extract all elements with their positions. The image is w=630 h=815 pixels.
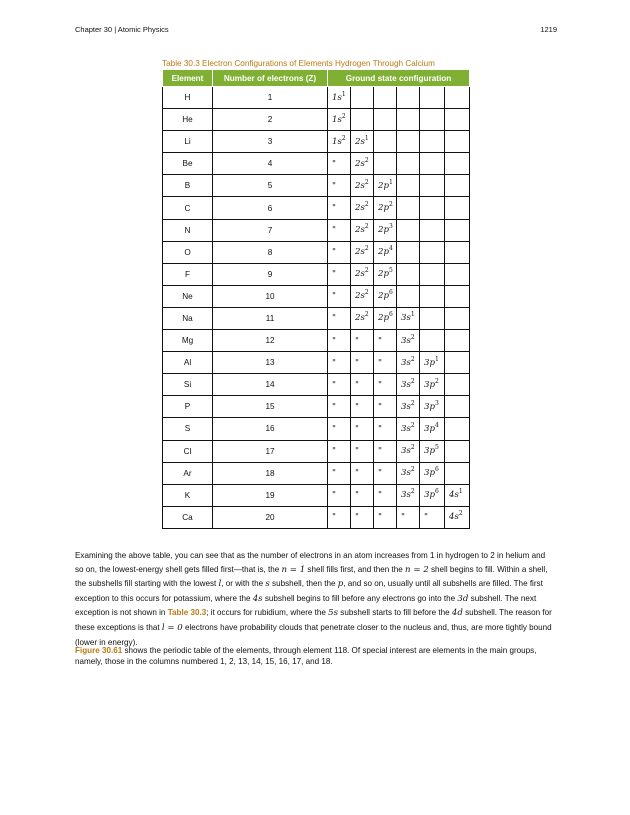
para-text: ; it occurs for rubidium, where the bbox=[206, 608, 329, 618]
config-cell: " bbox=[374, 374, 397, 396]
config-cell bbox=[445, 462, 470, 484]
config-cell bbox=[420, 219, 445, 241]
table-row bbox=[163, 109, 470, 131]
config-cell: " bbox=[351, 484, 374, 506]
element-symbol: He bbox=[163, 109, 213, 131]
config-cell: $3p^6$ bbox=[420, 484, 445, 506]
table-30-3-link[interactable]: Table 30.3 bbox=[167, 608, 207, 618]
config-cell bbox=[420, 330, 445, 352]
table-row bbox=[163, 241, 470, 263]
config-cell: $3p^1$ bbox=[420, 352, 445, 374]
chapter-header: Chapter 30 | Atomic Physics bbox=[75, 25, 169, 34]
table-row bbox=[163, 396, 470, 418]
config-cell: $3s^2$ bbox=[397, 396, 420, 418]
config-cell: " bbox=[351, 330, 374, 352]
element-symbol: C bbox=[163, 197, 213, 219]
para-text: shell begins to fill. Within a shell, the subshells fill starting with the lowest bbox=[75, 564, 548, 589]
table-row bbox=[163, 131, 470, 153]
para-text: , or with the bbox=[221, 579, 266, 589]
element-symbol: P bbox=[163, 396, 213, 418]
para-text: shows the periodic table of the elements, through element 118. Of special interest are elements in the main groups, namely, those in the columns numbered 1, 2, 13, 14, 15, 16, 17, and 18. bbox=[75, 646, 537, 666]
config-cell bbox=[445, 440, 470, 462]
header-element: Element bbox=[163, 70, 213, 87]
config-cell bbox=[351, 87, 374, 109]
math-3d: 3d bbox=[457, 593, 469, 604]
table-row bbox=[163, 330, 470, 352]
table-body bbox=[163, 87, 470, 529]
config-cell bbox=[445, 285, 470, 307]
config-cell bbox=[445, 352, 470, 374]
math-l: l bbox=[218, 579, 222, 590]
config-cell: $1s^2$ bbox=[328, 109, 351, 131]
config-cell: $3s^2$ bbox=[397, 374, 420, 396]
config-cell: " bbox=[351, 506, 374, 528]
para-text: subshell, then the bbox=[269, 579, 338, 589]
electron-count: 4 bbox=[213, 153, 328, 175]
element-symbol: H bbox=[163, 87, 213, 109]
electron-count: 2 bbox=[213, 109, 328, 131]
config-cell bbox=[420, 285, 445, 307]
element-symbol: Ar bbox=[163, 462, 213, 484]
config-cell bbox=[420, 241, 445, 263]
config-cell: " bbox=[374, 440, 397, 462]
electron-configuration-table bbox=[162, 69, 470, 529]
table-row bbox=[163, 285, 470, 307]
config-cell: $3p^2$ bbox=[420, 374, 445, 396]
config-cell: " bbox=[328, 440, 351, 462]
element-symbol: Cl bbox=[163, 440, 213, 462]
config-cell: $2s^1$ bbox=[351, 131, 374, 153]
config-cell: $3s^2$ bbox=[397, 440, 420, 462]
config-cell: $3s^1$ bbox=[397, 307, 420, 329]
config-cell bbox=[397, 131, 420, 153]
config-cell: " bbox=[351, 374, 374, 396]
config-cell: " bbox=[397, 506, 420, 528]
para-text: , and so on, usually until all subshells are filled. The first exception to this occurs for potassium, where the bbox=[75, 579, 543, 603]
math-s: s bbox=[265, 579, 270, 590]
config-cell: $2s^2$ bbox=[351, 241, 374, 263]
element-symbol: Al bbox=[163, 352, 213, 374]
config-cell bbox=[420, 263, 445, 285]
config-cell bbox=[374, 131, 397, 153]
math-l-0: l = 0 bbox=[161, 622, 183, 633]
config-cell bbox=[445, 197, 470, 219]
config-cell: $2s^2$ bbox=[351, 263, 374, 285]
element-symbol: O bbox=[163, 241, 213, 263]
electron-count: 12 bbox=[213, 330, 328, 352]
config-cell bbox=[420, 197, 445, 219]
electron-count: 8 bbox=[213, 241, 328, 263]
electron-count: 1 bbox=[213, 87, 328, 109]
table-row bbox=[163, 352, 470, 374]
config-cell: " bbox=[328, 462, 351, 484]
table-row bbox=[163, 307, 470, 329]
element-symbol: Ne bbox=[163, 285, 213, 307]
config-cell: $1s^1$ bbox=[328, 87, 351, 109]
config-cell: " bbox=[328, 396, 351, 418]
config-cell bbox=[397, 219, 420, 241]
config-cell bbox=[445, 374, 470, 396]
figure-30-61-link[interactable]: Figure 30.61 bbox=[75, 646, 123, 655]
config-cell bbox=[445, 153, 470, 175]
config-cell: " bbox=[374, 418, 397, 440]
electron-count: 18 bbox=[213, 462, 328, 484]
math-4s: 4s bbox=[252, 593, 263, 604]
config-cell: $2p^2$ bbox=[374, 197, 397, 219]
table-row bbox=[163, 197, 470, 219]
config-cell bbox=[445, 396, 470, 418]
para-text: subshell begins to fill before any electrons go into the bbox=[262, 593, 458, 603]
config-cell: $3s^2$ bbox=[397, 418, 420, 440]
config-cell: $4s^2$ bbox=[445, 506, 470, 528]
element-symbol: Mg bbox=[163, 330, 213, 352]
config-cell: " bbox=[374, 352, 397, 374]
element-symbol: N bbox=[163, 219, 213, 241]
config-cell: " bbox=[374, 396, 397, 418]
table-row bbox=[163, 153, 470, 175]
config-cell bbox=[374, 87, 397, 109]
math-p: p bbox=[337, 579, 344, 590]
electron-count: 15 bbox=[213, 396, 328, 418]
config-cell: " bbox=[328, 484, 351, 506]
header-electrons: Number of electrons (Z) bbox=[213, 70, 328, 87]
config-cell bbox=[397, 241, 420, 263]
math-4d: 4d bbox=[451, 608, 463, 619]
config-cell bbox=[445, 330, 470, 352]
math-5s: 5s bbox=[328, 608, 339, 619]
config-cell bbox=[397, 285, 420, 307]
para-text: electrons have probability clouds that penetrate closer to the nucleus and, thus, are more tightly bound (lower in energy). bbox=[75, 622, 552, 647]
config-cell: " bbox=[328, 197, 351, 219]
config-cell: " bbox=[351, 352, 374, 374]
config-cell: " bbox=[351, 418, 374, 440]
config-cell: $3p^5$ bbox=[420, 440, 445, 462]
electron-count: 3 bbox=[213, 131, 328, 153]
config-cell: $3s^2$ bbox=[397, 484, 420, 506]
para-text: Examining the above table, you can see that as the number of electrons in an atom increases from 1 in hydrogen to 2 in helium and so on, the lowest-energy shell gets filled first—that is, the bbox=[75, 551, 546, 574]
config-cell bbox=[445, 175, 470, 197]
config-cell: $2p^6$ bbox=[374, 307, 397, 329]
config-cell: $2s^2$ bbox=[351, 307, 374, 329]
config-cell bbox=[445, 131, 470, 153]
element-symbol: B bbox=[163, 175, 213, 197]
config-cell: " bbox=[328, 374, 351, 396]
electron-count: 14 bbox=[213, 374, 328, 396]
electron-count: 20 bbox=[213, 506, 328, 528]
config-cell: $2p^6$ bbox=[374, 285, 397, 307]
config-cell: " bbox=[328, 506, 351, 528]
paragraph-explanation bbox=[75, 549, 555, 649]
config-cell: $3s^2$ bbox=[397, 462, 420, 484]
config-cell bbox=[420, 87, 445, 109]
config-cell bbox=[420, 109, 445, 131]
config-cell: $2p^4$ bbox=[374, 241, 397, 263]
electron-count: 6 bbox=[213, 197, 328, 219]
electron-count: 11 bbox=[213, 307, 328, 329]
para-text: subshell. The next exception is not shown in bbox=[75, 593, 537, 618]
page-number: 1219 bbox=[540, 25, 557, 34]
config-cell: " bbox=[328, 263, 351, 285]
electron-count: 13 bbox=[213, 352, 328, 374]
paragraph-figure-reference bbox=[75, 645, 555, 667]
config-cell: $3p^4$ bbox=[420, 418, 445, 440]
element-symbol: Na bbox=[163, 307, 213, 329]
config-cell bbox=[445, 87, 470, 109]
config-cell: $2s^2$ bbox=[351, 219, 374, 241]
element-symbol: Ca bbox=[163, 506, 213, 528]
config-cell: $2s^2$ bbox=[351, 175, 374, 197]
table-row bbox=[163, 87, 470, 109]
element-symbol: Li bbox=[163, 131, 213, 153]
config-cell bbox=[445, 307, 470, 329]
table-row bbox=[163, 418, 470, 440]
table-row bbox=[163, 175, 470, 197]
config-cell bbox=[445, 109, 470, 131]
config-cell bbox=[351, 109, 374, 131]
config-cell: " bbox=[328, 153, 351, 175]
math-n-1: n = 1 bbox=[281, 564, 306, 575]
header-config: Ground state configuration bbox=[328, 70, 470, 87]
config-cell: " bbox=[328, 219, 351, 241]
config-cell bbox=[420, 175, 445, 197]
config-cell: " bbox=[328, 307, 351, 329]
table-row bbox=[163, 462, 470, 484]
config-cell bbox=[420, 131, 445, 153]
config-cell: $4s^1$ bbox=[445, 484, 470, 506]
config-cell: " bbox=[374, 506, 397, 528]
table-caption: Table 30.3 Electron Configurations of Elements Hydrogen Through Calcium bbox=[162, 59, 435, 68]
config-cell: " bbox=[374, 462, 397, 484]
config-cell: " bbox=[374, 330, 397, 352]
config-cell: $3s^2$ bbox=[397, 352, 420, 374]
table-row bbox=[163, 484, 470, 506]
config-cell: $2p^3$ bbox=[374, 219, 397, 241]
config-cell: $2s^2$ bbox=[351, 197, 374, 219]
table-row bbox=[163, 219, 470, 241]
element-symbol: F bbox=[163, 263, 213, 285]
table-row bbox=[163, 374, 470, 396]
electron-count: 9 bbox=[213, 263, 328, 285]
config-cell: " bbox=[328, 418, 351, 440]
config-cell: $2s^2$ bbox=[351, 153, 374, 175]
config-cell bbox=[445, 241, 470, 263]
electron-count: 7 bbox=[213, 219, 328, 241]
config-cell: " bbox=[328, 175, 351, 197]
config-cell: $2s^2$ bbox=[351, 285, 374, 307]
config-cell: $2p^5$ bbox=[374, 263, 397, 285]
config-cell bbox=[445, 219, 470, 241]
config-cell: " bbox=[328, 330, 351, 352]
element-symbol: K bbox=[163, 484, 213, 506]
math-n-2: n = 2 bbox=[405, 564, 429, 575]
table-row bbox=[163, 263, 470, 285]
config-cell bbox=[420, 153, 445, 175]
para-text: subshell. The reason for these exceptions is that bbox=[75, 608, 552, 632]
config-cell: " bbox=[420, 506, 445, 528]
electron-count: 5 bbox=[213, 175, 328, 197]
config-cell: " bbox=[328, 241, 351, 263]
config-cell: " bbox=[328, 285, 351, 307]
config-cell bbox=[397, 263, 420, 285]
config-cell: " bbox=[374, 484, 397, 506]
config-cell: " bbox=[351, 396, 374, 418]
para-text: subshell starts to fill before the bbox=[338, 608, 452, 618]
electron-count: 16 bbox=[213, 418, 328, 440]
element-symbol: Si bbox=[163, 374, 213, 396]
config-cell bbox=[397, 153, 420, 175]
config-cell bbox=[374, 153, 397, 175]
config-cell: $3p^6$ bbox=[420, 462, 445, 484]
config-cell: $1s^2$ bbox=[328, 131, 351, 153]
config-cell bbox=[397, 197, 420, 219]
config-cell: $3s^2$ bbox=[397, 330, 420, 352]
config-cell bbox=[397, 87, 420, 109]
para-text: shell fills first, and then the bbox=[305, 564, 406, 574]
config-cell: $2p^1$ bbox=[374, 175, 397, 197]
config-cell: " bbox=[351, 440, 374, 462]
config-cell: $3p^3$ bbox=[420, 396, 445, 418]
table-row bbox=[163, 440, 470, 462]
electron-count: 17 bbox=[213, 440, 328, 462]
table-row bbox=[163, 506, 470, 528]
element-symbol: Be bbox=[163, 153, 213, 175]
electron-count: 10 bbox=[213, 285, 328, 307]
element-symbol: S bbox=[163, 418, 213, 440]
config-cell: " bbox=[328, 352, 351, 374]
table-header-row bbox=[163, 70, 470, 87]
config-cell bbox=[397, 109, 420, 131]
electron-count: 19 bbox=[213, 484, 328, 506]
config-cell bbox=[397, 175, 420, 197]
config-cell bbox=[374, 109, 397, 131]
config-cell: " bbox=[351, 462, 374, 484]
config-cell bbox=[420, 307, 445, 329]
config-cell bbox=[445, 418, 470, 440]
config-cell bbox=[445, 263, 470, 285]
